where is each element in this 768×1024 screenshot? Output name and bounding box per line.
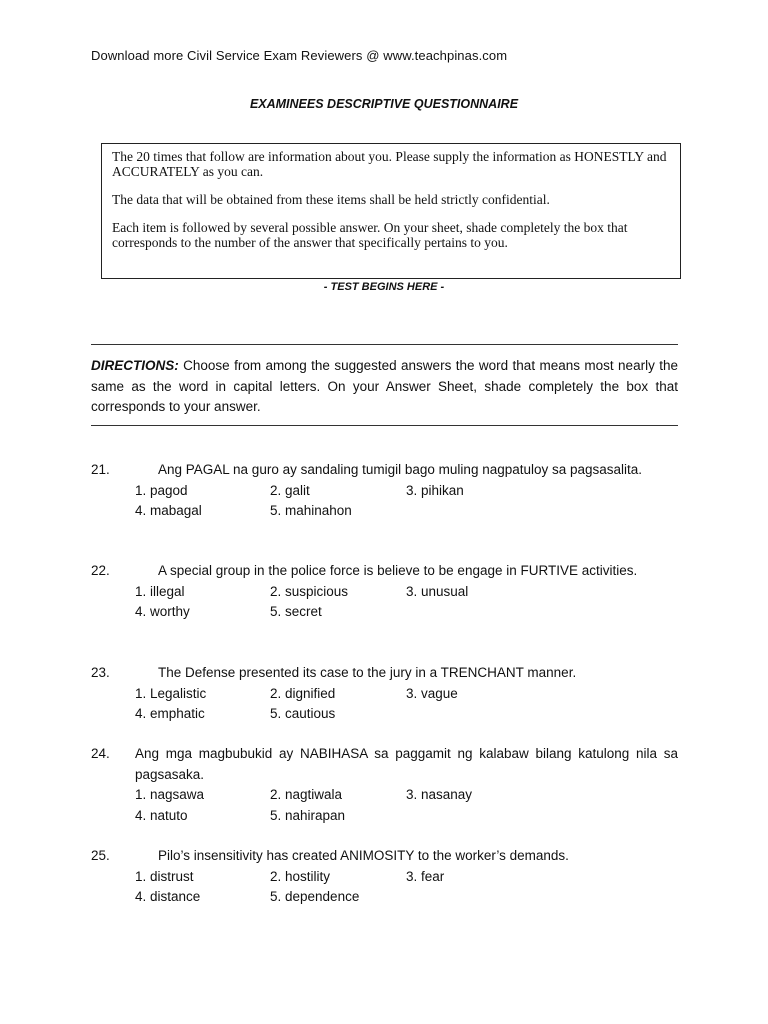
option-1: 1. distrust: [135, 868, 194, 884]
directions-label: DIRECTIONS:: [91, 358, 179, 373]
question-25: [91, 846, 678, 908]
option-2: 2. nagtiwala: [270, 787, 343, 802]
option-4: 4. worthy: [135, 604, 190, 619]
question-text: Ang mga magbubukid ay NABIHASA sa paggamit ng kalabaw bilang katulong nila sa pagsasaka.: [135, 746, 678, 782]
answer-options: [135, 684, 678, 725]
option-2: 2. hostility: [270, 868, 331, 884]
option-5: 5. cautious: [270, 706, 336, 721]
option-4: 4. natuto: [135, 807, 188, 823]
question-number: 25.: [91, 848, 110, 863]
option-4: 4. distance: [135, 889, 201, 904]
option-5: 5. secret: [270, 604, 322, 619]
question-number: 22.: [91, 563, 110, 578]
option-2: 2. suspicious: [270, 583, 349, 599]
question-text: A special group in the police force is believe to be engage in FURTIVE activities.: [158, 563, 638, 578]
intro-box: [101, 143, 681, 279]
question-text: Pilo’s insensitivity has created ANIMOSITY to the worker’s demands.: [158, 848, 569, 863]
test-begins-label: - TEST BEGINS HERE -: [323, 281, 445, 293]
directions: [91, 356, 678, 418]
option-5: 5. dependence: [270, 889, 360, 904]
option-3: 3. nasanay: [406, 787, 473, 802]
answer-options: [135, 481, 678, 522]
option-5: 5. nahirapan: [270, 807, 346, 823]
question-22: [91, 561, 678, 623]
question-23: [91, 663, 678, 725]
answer-options: [135, 867, 678, 908]
option-3: 3. fear: [406, 868, 445, 884]
option-3: 3. pihikan: [406, 482, 464, 498]
option-1: 1. Legalistic: [135, 685, 207, 701]
question-24: [91, 744, 678, 826]
answer-options: [135, 785, 678, 826]
question-number: 24.: [91, 746, 110, 761]
question-21: [91, 460, 678, 522]
option-3: 3. vague: [406, 685, 458, 701]
answer-options: [135, 582, 678, 623]
question-text: Ang PAGAL na guro ay sandaling tumigil bago muling nagpatuloy sa pagsasalita.: [158, 462, 643, 477]
directions-text: Choose from among the suggested answers the word that means most nearly the same as the word in capital letters. On your Answer Sheet, shade completely the box that corresponds to your answer.: [91, 358, 678, 414]
option-2: 2. galit: [270, 482, 310, 498]
document-title: EXAMINEES DESCRIPTIVE QUESTIONNAIRE: [249, 97, 519, 111]
question-number: 23.: [91, 665, 110, 680]
option-3: 3. unusual: [406, 583, 469, 599]
option-1: 1. illegal: [135, 583, 185, 599]
intro-paragraph-2: The data that will be obtained from these items shall be held strictly confidential.: [112, 192, 550, 207]
option-4: 4. emphatic: [135, 706, 205, 721]
divider-top: [91, 344, 678, 345]
option-4: 4. mabagal: [135, 503, 202, 518]
page-header: Download more Civil Service Exam Reviewers @ www.teachpinas.com: [91, 48, 508, 63]
option-2: 2. dignified: [270, 685, 336, 701]
intro-paragraph-3: Each item is followed by several possible answer. On your sheet, shade completely the box that corresponds to the number of the answer that specifically pertains to you.: [112, 220, 628, 250]
option-5: 5. mahinahon: [270, 503, 352, 518]
option-1: 1. pagod: [135, 482, 188, 498]
intro-paragraph-1: The 20 times that follow are information about you. Please supply the information as HONESTLY and ACCURATELY as you can.: [112, 149, 667, 179]
question-number: 21.: [91, 462, 110, 477]
divider-bottom: [91, 425, 678, 426]
option-1: 1. nagsawa: [135, 787, 205, 802]
question-text: The Defense presented its case to the jury in a TRENCHANT manner.: [158, 665, 577, 680]
